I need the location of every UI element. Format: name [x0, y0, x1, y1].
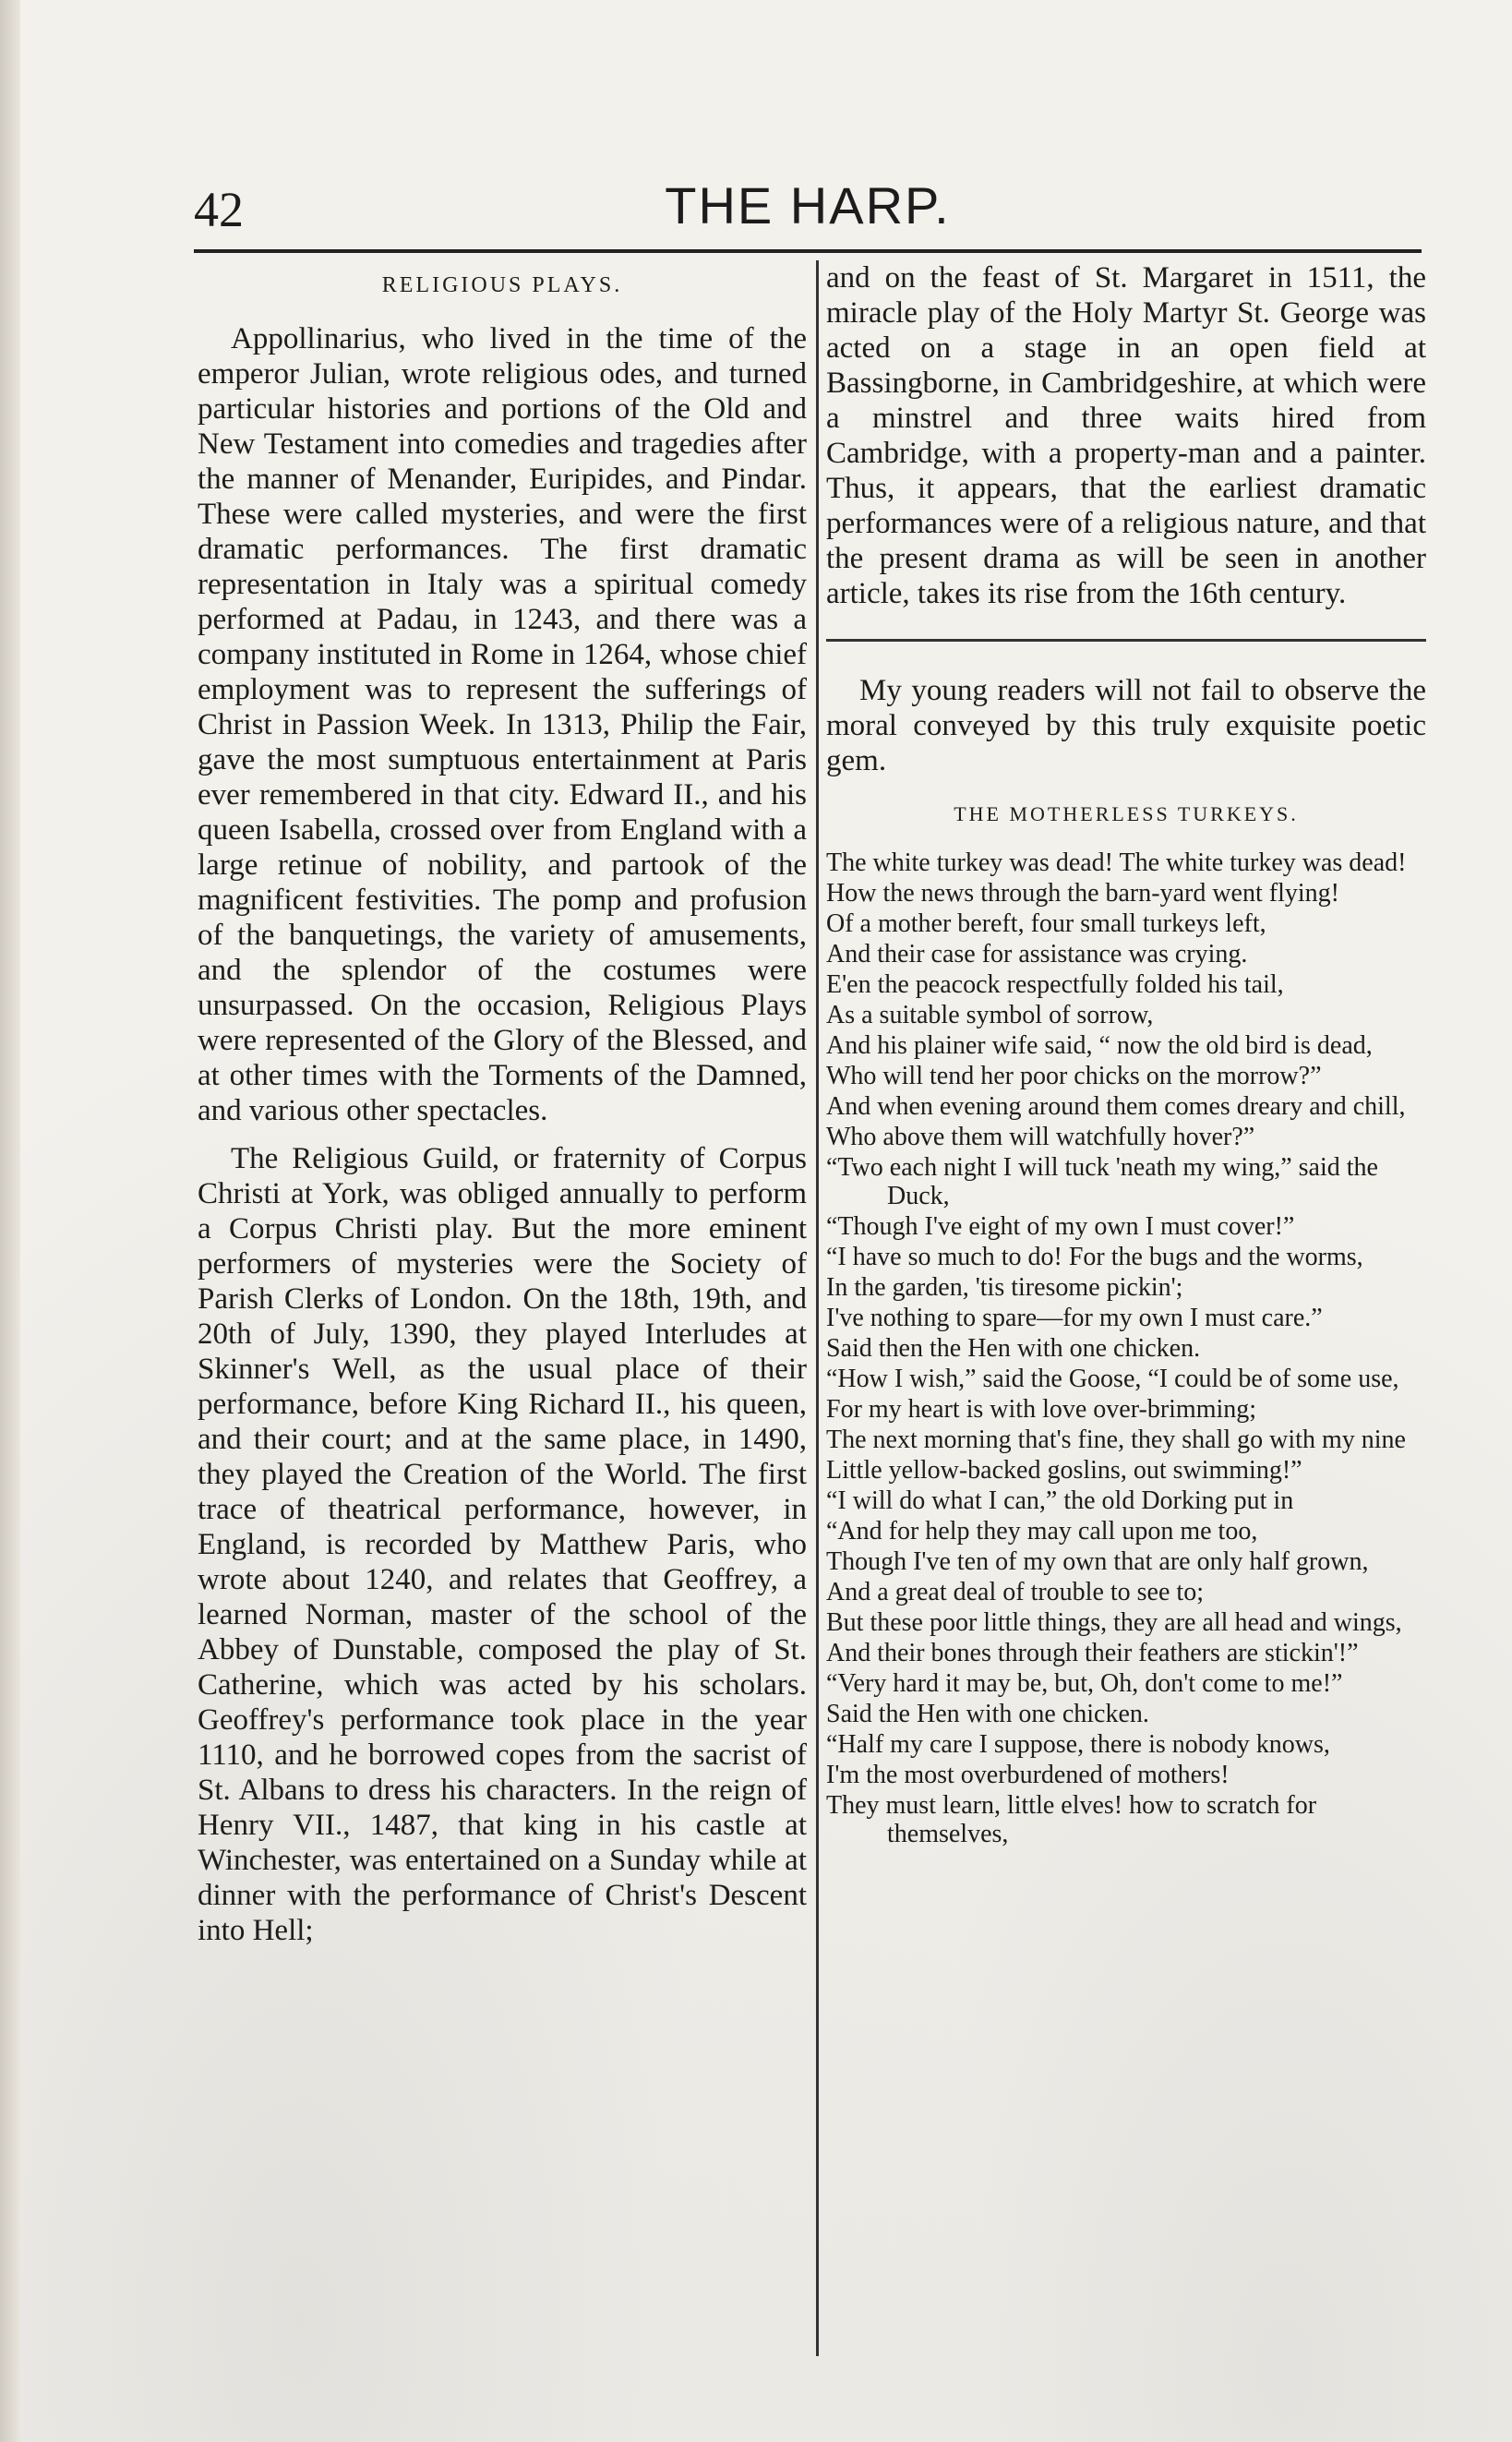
poem-line: I'm the most overburdened of mothers! [826, 1761, 1230, 1789]
poem-line: Said then the Hen with one chicken. [826, 1334, 1201, 1363]
page-binding-edge [0, 0, 20, 2442]
poem-title: THE MOTHERLESS TURKEYS. [954, 802, 1299, 825]
poem-line: They must learn, little elves! how to scratch for themselves, [826, 1791, 1317, 1848]
poem-line: But these poor little things, they are all head and wings, [826, 1608, 1402, 1637]
poem-line: In the garden, 'tis tiresome pickin'; [826, 1273, 1183, 1302]
poem-line: Though I've ten of my own that are only half grown, [826, 1547, 1369, 1576]
poem-line: And a great deal of trouble to see to; [826, 1578, 1204, 1606]
poem-line: Who will tend her poor chicks on the morrow?” [826, 1062, 1322, 1090]
poem-line: How the news through the barn-yard went flying! [826, 879, 1339, 908]
poem-line: “Though I've eight of my own I must cover!” [826, 1212, 1295, 1241]
section-divider [826, 639, 1426, 642]
article-continuation: and on the feast of St. Margaret in 1511, the miracle play of the Holy Martyr St. George was acted on a stage in an open field at Bassingborne, in Cambridgeshire, at which were a minstrel and three waits hired from Cambridge, with a property-man and a painter. Thus, it appears, that the earliest dramatic performances were of a religious nature, and that the present drama as will be seen in another article, takes its rise from the 16th century. [826, 261, 1426, 610]
poem-line: Little yellow-backed goslins, out swimming!” [826, 1456, 1302, 1485]
section-title: RELIGIOUS PLAYS. [381, 273, 623, 297]
poem-line: “Half my care I suppose, there is nobody knows, [826, 1730, 1330, 1759]
poem-line: “Very hard it may be, but, Oh, don't come to me!” [826, 1669, 1343, 1698]
right-column [826, 260, 1426, 1850]
page-header [194, 175, 1422, 249]
poem-line: The next morning that's fine, they shall go with my nine [826, 1426, 1406, 1454]
poem-line: I've nothing to spare—for my own I must care.” [826, 1304, 1323, 1332]
poem-line: And their bones through their feathers are stickin'!” [826, 1639, 1359, 1667]
article-paragraph: The Religious Guild, or fraternity of Corpus Christi at York, was obliged annually to perform a Corpus Christi play. But the more eminent performers of mysteries were the Society of Parish Clerks of London. On the 18th, 19th, and 20th of July, 1390, they played Interludes at Skinner's Well, as the usual place of their performance, before King Richard II., his queen, and their court; and at the same place, in 1490, they played the Creation of the World. The first trace of theatrical performance, however, in England, is recorded by Matthew Paris, who wrote about 1240, and relates that Geoffrey, a learned Norman, master of the school of the Abbey of Dunstable, composed the play of St. Catherine, which was acted by his scholars. Geoffrey's performance took place in the year 1110, and he borrowed copes from the sacrist of St. Albans to dress his characters. In the reign of Henry VII., 1487, that king in his castle at Winchester, was entertained on a Sunday while at dinner with the performance of Christ's Descent into Hell; [198, 1142, 807, 1947]
poem-line: E'en the peacock respectfully folded his tail, [826, 970, 1284, 999]
poem-line: And their case for assistance was crying. [826, 940, 1248, 968]
poem-line: “And for help they may call upon me too, [826, 1517, 1258, 1546]
poem-line: “I will do what I can,” the old Dorking put in [826, 1486, 1294, 1515]
poem [826, 848, 1426, 1848]
header-rule [194, 249, 1422, 253]
poem-line: “How I wish,” said the Goose, “I could be of some use, [826, 1365, 1399, 1393]
poem-line: “Two each night I will tuck 'neath my wing,” said the Duck, [826, 1153, 1378, 1210]
poem-line: As a suitable symbol of sorrow, [826, 1001, 1154, 1029]
poem-line: And his plainer wife said, “ now the old bird is dead, [826, 1031, 1373, 1060]
left-column [198, 260, 807, 1948]
poem-line: And when evening around them comes dreary and chill, [826, 1092, 1406, 1121]
poem-line: Said the Hen with one chicken. [826, 1700, 1149, 1728]
page-number: 42 [194, 182, 244, 237]
poem-line: The white turkey was dead! The white turkey was dead! [826, 848, 1407, 877]
running-title: THE HARP. [665, 176, 951, 235]
article-paragraph: Appollinarius, who lived in the time of the emperor Julian, wrote religious odes, and turned particular histories and portions of the Old and New Testament into comedies and tragedies after the manner of Menander, Euripides, and Pindar. These were called mysteries, and were the first dramatic performances. The first dramatic representation in Italy was a spiritual comedy performed at Padau, in 1243, and there was a company instituted in Rome in 1264, whose chief employment was to represent the sufferings of Christ in Passion Week. In 1313, Philip the Fair, gave the most sumptuous entertainment at Paris ever remembered in that city. Edward II., and his queen Isabella, crossed over from England with a large retinue of nobility, and partook of the magnificent festivities. The pomp and profusion of the banquetings, the variety of amusements, and the splendor of the costumes were unsurpassed. On the occasion, Religious Plays were represented of the Glory of the Blessed, and at other times with the Torments of the Damned, and various other spectacles. [198, 322, 807, 1127]
poem-line: Of a mother bereft, four small turkeys left, [826, 909, 1266, 938]
poem-intro: My young readers will not fail to observe the moral conveyed by this truly exquisite poetic gem. [826, 674, 1426, 777]
column-divider [816, 260, 819, 2356]
poem-line: “I have so much to do! For the bugs and the worms, [826, 1243, 1363, 1271]
poem-line: Who above them will watchfully hover?” [826, 1123, 1255, 1151]
poem-line: For my heart is with love over-brimming; [826, 1395, 1257, 1424]
